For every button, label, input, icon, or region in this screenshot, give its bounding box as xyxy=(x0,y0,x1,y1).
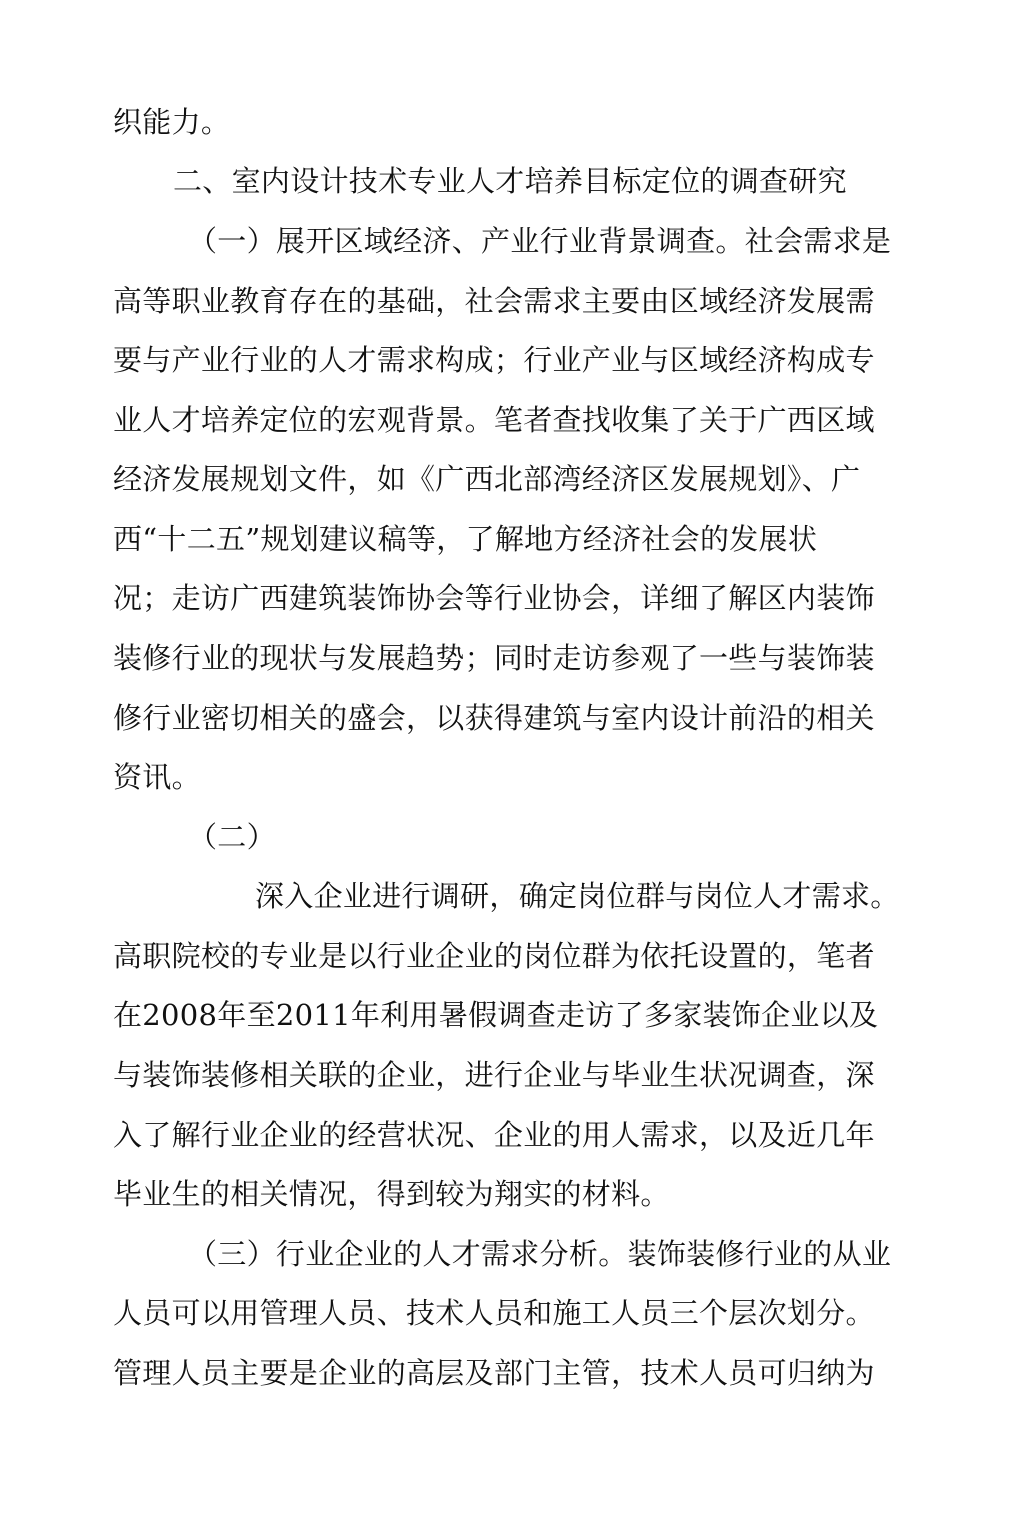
text-line: 高职院校的专业是以行业企业的岗位群为依托设置的，笔者 xyxy=(113,939,875,973)
text-line: 要与产业行业的人才需求构成；行业产业与区域经济构成专 xyxy=(113,343,875,377)
text-line: 与装饰装修相关联的企业，进行企业与毕业生状况调查，深 xyxy=(113,1058,875,1092)
text-line: 经济发展规划文件，如《广西北部湾经济区发展规划》、广 xyxy=(113,462,861,496)
text-line: 高等职业教育存在的基础，社会需求主要由区域经济发展需 xyxy=(113,284,875,318)
text-line: 织能力。 xyxy=(113,105,231,139)
text-line: 资讯。 xyxy=(113,760,201,794)
text-line: 装修行业的现状与发展趋势；同时走访参观了一些与装饰装 xyxy=(113,641,875,675)
text-line: 业人才培养定位的宏观背景。笔者查找收集了关于广西区域 xyxy=(113,403,875,437)
text-line: 在2008年至2011年利用暑假调查走访了多家装饰企业以及 xyxy=(113,998,879,1032)
section-heading: 二、室内设计技术专业人才培养目标定位的调查研究 xyxy=(173,164,847,198)
text-line: 深入企业进行调研，确定岗位群与岗位人才需求。 xyxy=(255,879,900,913)
text-line: （三）行业企业的人才需求分析。装饰装修行业的从业 xyxy=(188,1237,892,1271)
text-line: 修行业密切相关的盛会，以获得建筑与室内设计前沿的相关 xyxy=(113,701,875,735)
text-line: 人员可以用管理人员、技术人员和施工人员三个层次划分。 xyxy=(113,1296,875,1330)
text-line: （二） xyxy=(188,820,276,854)
text-line: 毕业生的相关情况，得到较为翔实的材料。 xyxy=(113,1177,670,1211)
text-line: 入了解行业企业的经营状况、企业的用人需求，以及近几年 xyxy=(113,1118,875,1152)
text-line: 管理人员主要是企业的高层及部门主管，技术人员可归纳为 xyxy=(113,1356,875,1390)
text-line: （一）展开区域经济、产业行业背景调查。社会需求是 xyxy=(188,224,892,258)
text-line: 况；走访广西建筑装饰协会等行业协会，详细了解区内装饰 xyxy=(113,581,875,615)
text-line: 西“十二五”规划建议稿等，了解地方经济社会的发展状 xyxy=(113,522,818,556)
